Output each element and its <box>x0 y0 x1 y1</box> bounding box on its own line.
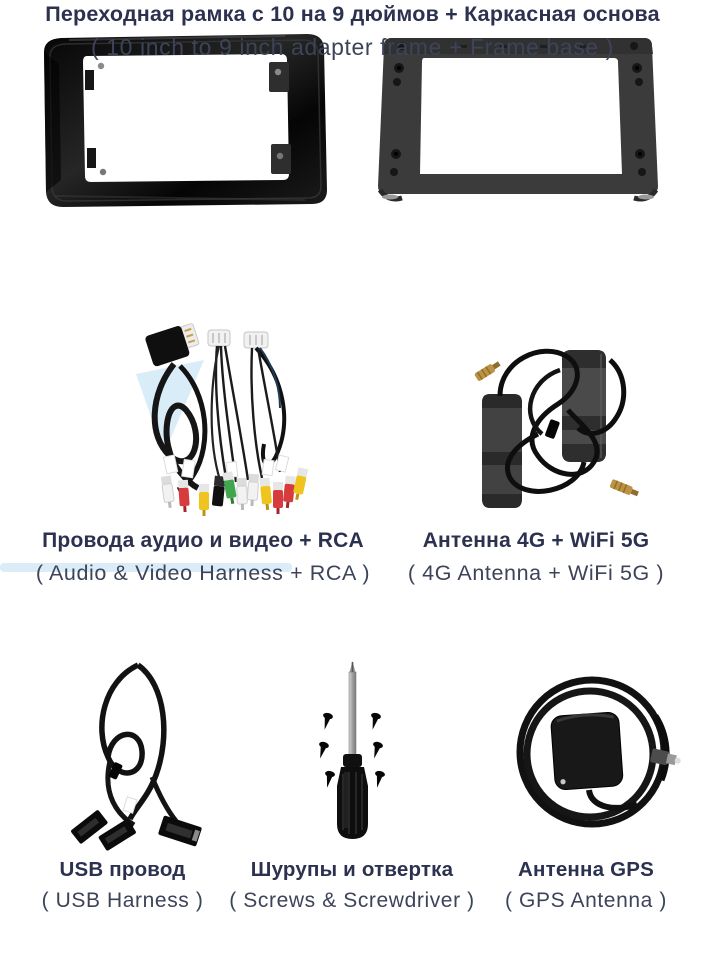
usb-connector-icon <box>158 815 202 846</box>
caption-frames-en: ( 10 inch to 9 inch adapter frame + Frame base ) <box>91 34 614 60</box>
caption-usb <box>25 856 220 917</box>
caption-av-ru: Провода аудио и видео + RCA <box>42 529 364 552</box>
caption-4g-en: ( 4G Antenna + WiFi 5G ) <box>407 561 665 585</box>
screws-screwdriver-photo <box>282 658 427 846</box>
caption-antenna-4g <box>398 527 674 589</box>
caption-av-harness <box>8 527 398 589</box>
caption-screws <box>222 856 482 917</box>
usb-harness-photo <box>60 655 225 853</box>
sma-connector-icon <box>474 360 502 382</box>
caption-gps <box>475 856 697 917</box>
caption-av-en: ( Audio & Video Harness + RCA ) <box>35 561 371 585</box>
caption-4g-ru: Антенна 4G + WiFi 5G <box>422 529 650 552</box>
gps-antenna-icon <box>520 680 682 824</box>
caption-frames <box>0 0 705 64</box>
antenna-4g-photo <box>460 330 660 512</box>
av-harness-icon <box>136 322 308 516</box>
caption-gps-en: ( GPS Antenna ) <box>505 889 667 912</box>
usb-harness-icon <box>70 665 202 851</box>
av-harness-photo <box>122 322 320 524</box>
caption-usb-en: ( USB Harness ) <box>41 889 204 912</box>
caption-usb-ru: USB провод <box>59 858 186 881</box>
caption-screws-en: ( Screws & Screwdriver ) <box>229 889 475 912</box>
screwdriver-icon <box>337 661 368 839</box>
antenna-4g-icon <box>474 350 640 508</box>
caption-screws-ru: Шурупы и отвертка <box>250 858 454 881</box>
caption-gps-ru: Антенна GPS <box>518 858 654 881</box>
sma-connector-icon <box>609 479 639 498</box>
gps-antenna-photo <box>497 662 687 842</box>
caption-frames-ru: Переходная рамка с 10 на 9 дюймов + Каркасная основа <box>45 2 660 26</box>
